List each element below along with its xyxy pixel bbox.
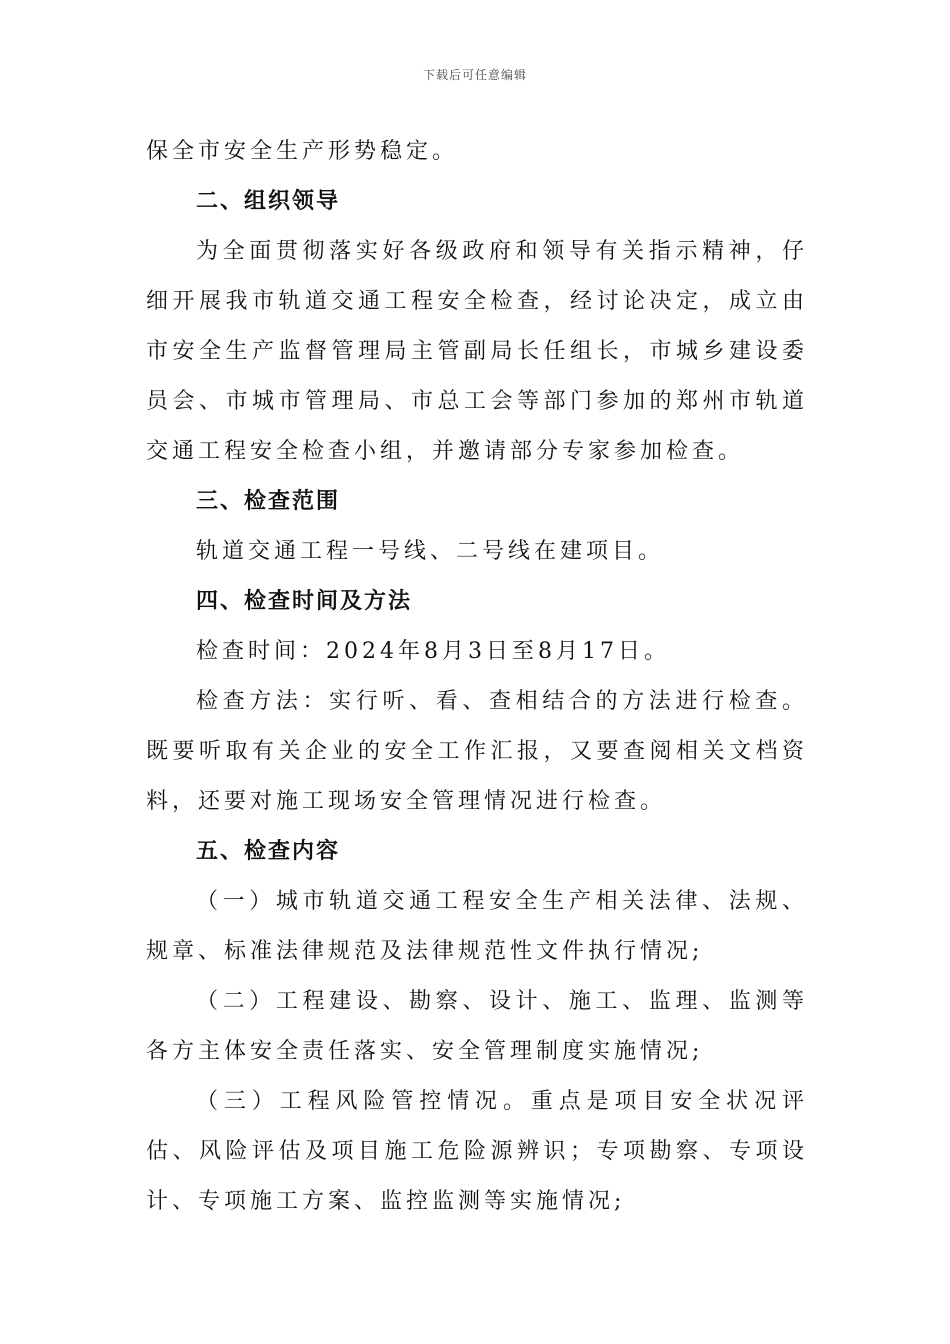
paragraph-organization: 为全面贯彻落实好各级政府和领导有关指示精神，仔细开展我市轨道交通工程安全检查，经讨论决定，成立由市安全生产监督管理局主管副局长任组长，市城乡建设委员会、市城市管理局、市总工会等部门参加的郑州市轨道交通工程安全检查小组，并邀请部分专家参加检查。 [146, 239, 808, 464]
section-heading-scope: 三、检查范围 [196, 489, 341, 514]
list-item-content-2: （二）工程建设、勘察、设计、施工、监理、监测等各方主体安全责任落实、安全管理制度实施情况; [146, 989, 808, 1064]
document-body [146, 127, 808, 1227]
paragraph-scope: 轨道交通工程一号线、二号线在建项目。 [196, 539, 665, 564]
list-item-content-3: （三）工程风险管控情况。重点是项目安全状况评估、风险评估及项目施工危险源辨识；专项勘察、专项设计、专项施工方案、监控监测等实施情况; [146, 1089, 808, 1214]
section-heading-time-method: 四、检查时间及方法 [196, 589, 413, 614]
paragraph-continuation: 保全市安全生产形势稳定。 [146, 139, 459, 164]
section-heading-content: 五、检查内容 [196, 839, 341, 864]
paragraph-inspection-time: 检查时间：2024年8月3日至8月17日。 [196, 639, 670, 664]
paragraph-inspection-method: 检查方法：实行听、看、查相结合的方法进行检查。既要听取有关企业的安全工作汇报，又要查阅相关文档资料，还要对施工现场安全管理情况进行检查。 [146, 689, 808, 814]
list-item-content-1: （一）城市轨道交通工程安全生产相关法律、法规、规章、标准法律规范及法律规范性文件执行情况; [146, 889, 808, 964]
section-heading-organization: 二、组织领导 [196, 189, 341, 214]
page-header-note: 下载后可任意编辑 [422, 68, 527, 82]
